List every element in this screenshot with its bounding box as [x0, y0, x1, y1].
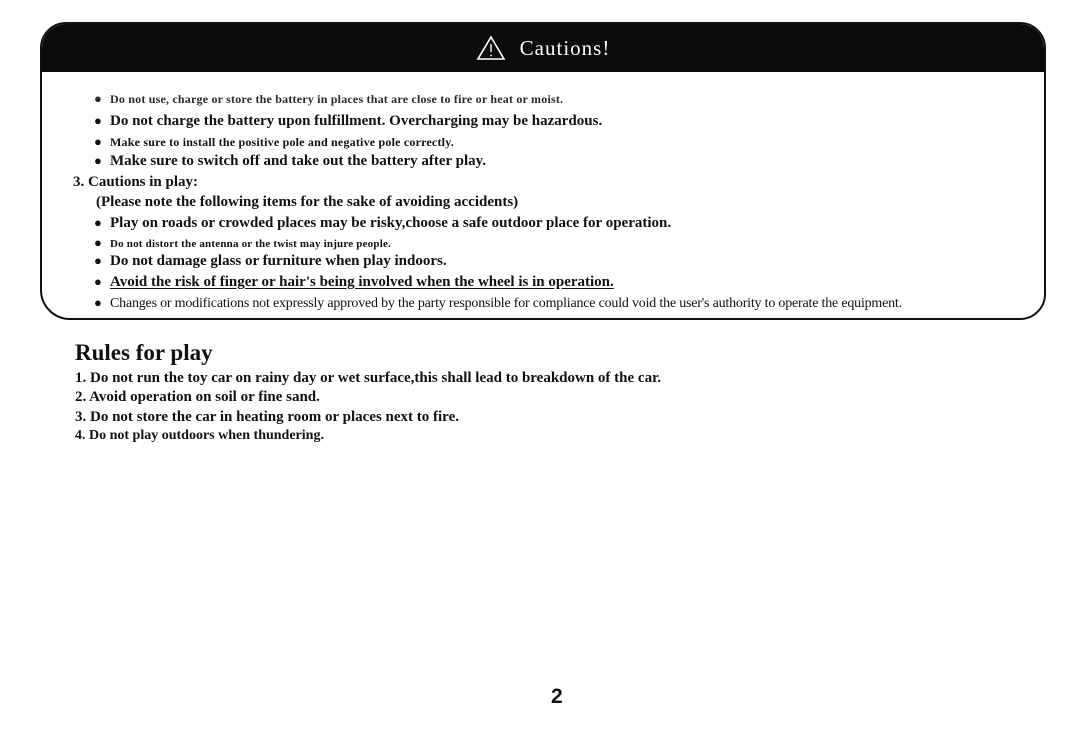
page-number: 2 [551, 685, 563, 708]
rule-item: 2. Avoid operation on soil or fine sand. [75, 389, 320, 405]
battery-item: ● Make sure to install the positive pole and negative pole correctly. [94, 133, 454, 151]
play-item: ● Play on roads or crowded places may be risky,choose a safe outdoor place for operation. [94, 214, 671, 232]
play-item: ● Do not distort the antenna or the twist may injure people. [94, 234, 391, 253]
rule-item: 4. Do not play outdoors when thundering. [75, 428, 324, 443]
section3-note: (Please note the following items for the sake of avoiding accidents) [96, 194, 519, 210]
warning-triangle-icon [476, 35, 506, 61]
play-item: ● Do not damage glass or furniture when play indoors. [94, 252, 447, 270]
section3-heading: 3. Cautions in play: [73, 174, 199, 190]
play-item: ● Changes or modifications not expressly approved by the party responsible for compliance could void the user's authority to operate the equipment. [94, 294, 902, 313]
cautions-header [42, 24, 1044, 72]
battery-item: ● Make sure to switch off and take out the battery after play. [94, 152, 486, 170]
cautions-title: Cautions! [519, 35, 611, 60]
battery-item: ● Do not use, charge or store the battery in places that are close to fire or heat or moist. [94, 90, 563, 108]
rule-item: 3. Do not store the car in heating room or places next to fire. [75, 409, 459, 425]
cautions-box [40, 22, 1046, 320]
play-item: ● Avoid the risk of finger or hair's being involved when the wheel is in operation. [94, 273, 614, 291]
cautions-body [42, 72, 1044, 311]
battery-item: ● Do not charge the battery upon fulfillment. Overcharging may be hazardous. [94, 112, 602, 130]
rules-title: Rules for play [75, 340, 213, 365]
rule-item: 1. Do not run the toy car on rainy day or wet surface,this shall lead to breakdown of the car. [75, 370, 662, 386]
